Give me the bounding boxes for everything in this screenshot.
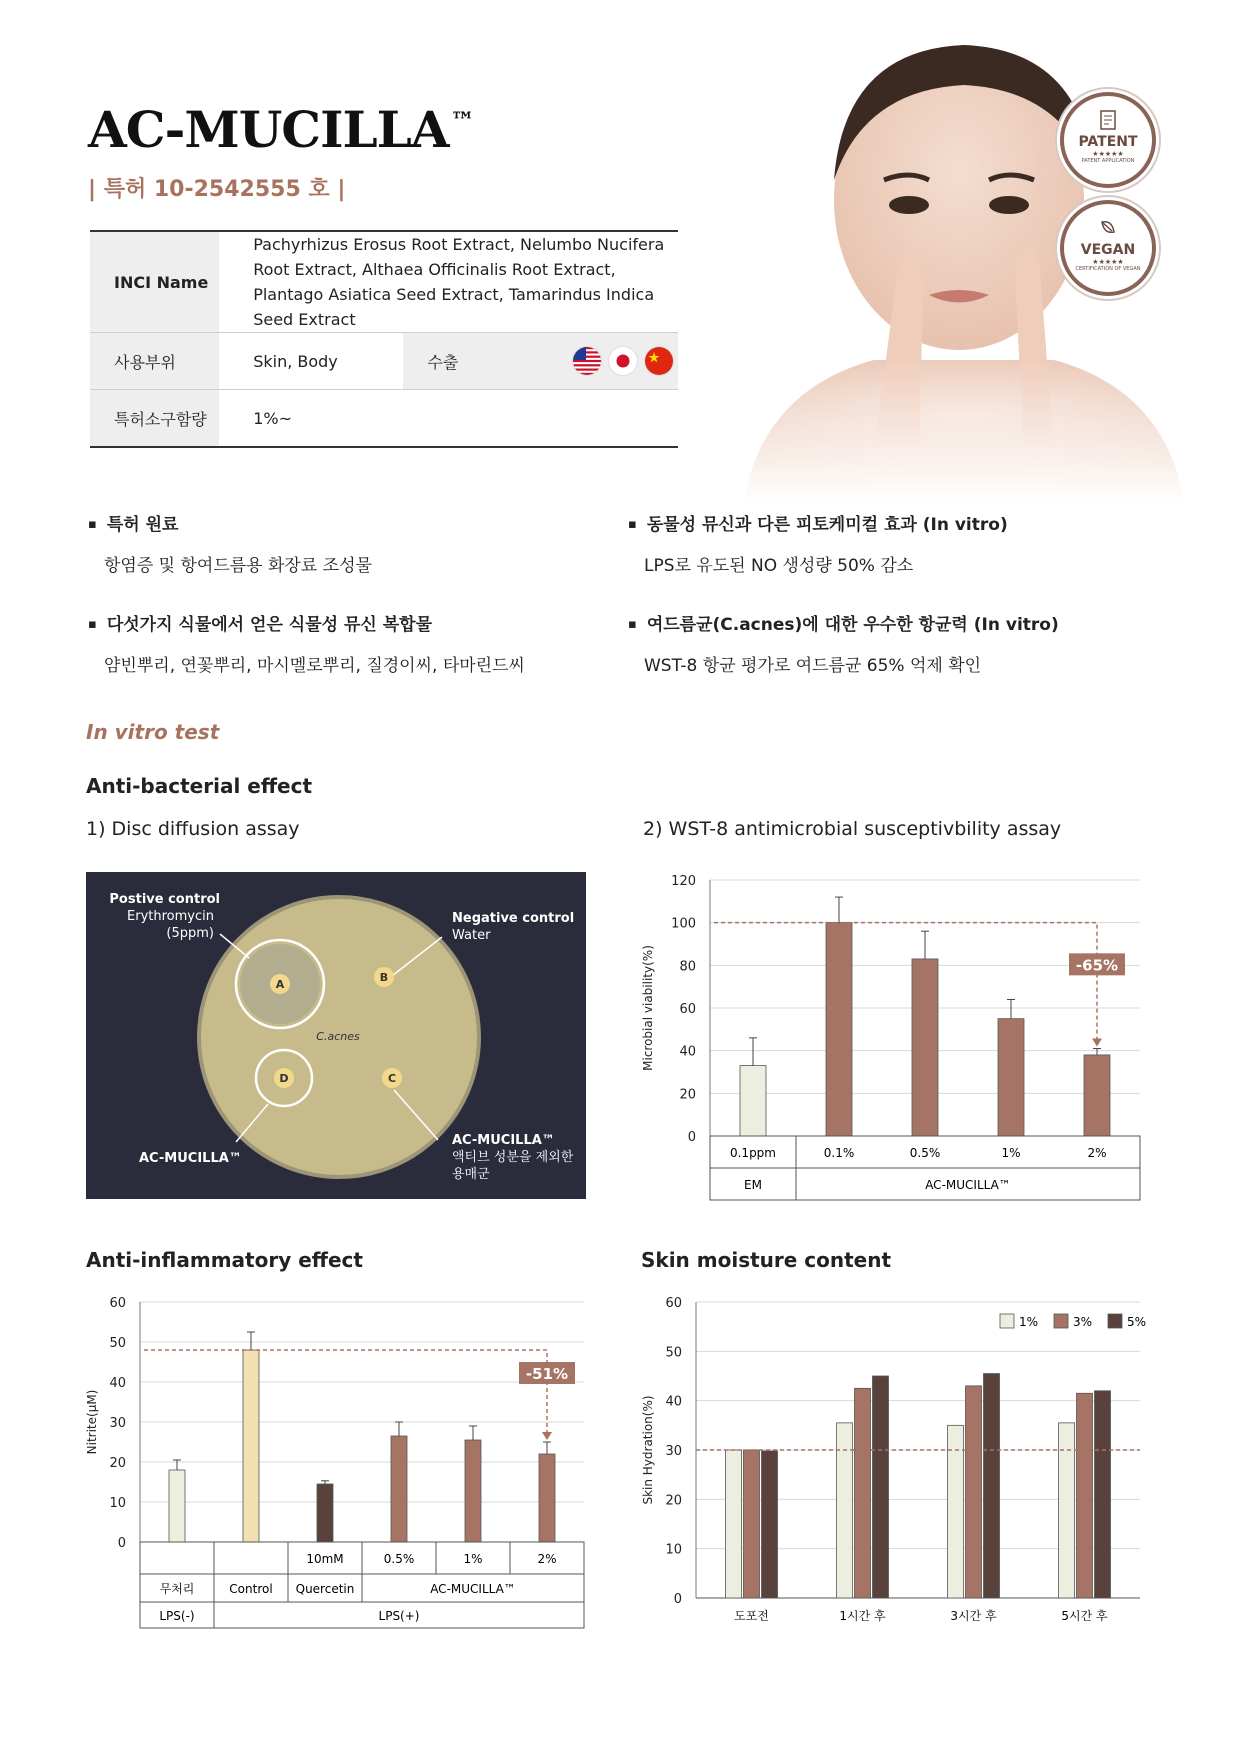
x-tick-label: 1시간 후 [839,1609,886,1623]
bar [744,1450,760,1598]
y-tick-label: 0 [673,1592,682,1607]
part-value: Skin, Body [219,333,403,390]
bar [539,1454,555,1542]
vegan-badge [1060,200,1156,296]
y-tick-label: 0 [117,1536,126,1551]
bar [1095,1391,1111,1598]
positive-control-drug: Erythromycin [127,909,214,924]
negative-control-value: Water [452,928,491,943]
feature-head: ▪ 동물성 뮤신과 다른 피토케미컬 효과 (In vitro) [628,510,1008,535]
bar [998,1019,1024,1136]
feature-mucin [88,610,525,676]
bar [948,1425,964,1598]
x-tick-label: 0.5% [909,1146,941,1160]
legend-label: 3% [1073,1315,1093,1329]
x-tick-label: 0.1ppm [729,1146,777,1160]
positive-control-dose: (5ppm) [166,926,214,941]
feature-sub: 항염증 및 항여드름용 화장료 조성물 [104,556,372,576]
petri-dish-image [86,872,586,1199]
legend-swatch [1054,1314,1068,1328]
china-flag-icon [644,346,674,376]
well-d [274,1068,294,1088]
part-label: 사용부위 [90,333,219,390]
well-c [382,1068,402,1088]
pct-label: 특허소구함량 [90,390,219,448]
moisture-heading: Skin moisture content [641,1248,892,1272]
group-label: EM [744,1178,762,1192]
group-label: LPS(+) [378,1609,420,1623]
group-label: AC-MUCILLA™ [925,1178,1011,1192]
export-flags [548,333,678,390]
well-a [270,974,290,994]
bar [855,1388,871,1598]
feature-patent [88,510,372,576]
y-tick-label: 80 [679,959,696,975]
y-tick-label: 0 [687,1130,696,1145]
bar [912,959,938,1136]
feature-head: ▪ 다섯가지 식물에서 얻은 식물성 뮤신 복합물 [88,610,525,635]
y-tick-label: 10 [665,1542,682,1558]
nitrite-chart-svg [84,1292,604,1632]
legend-swatch [1108,1314,1122,1328]
x-tick-label: 10mM [306,1552,344,1566]
organism-label: C.acnes [316,1030,360,1043]
bar [740,1066,766,1136]
trademark-symbol: ™ [450,106,474,135]
y-tick-label: 60 [665,1296,682,1311]
bar [1077,1393,1093,1598]
patent-badge-label: PATENT [1078,134,1138,150]
info-table [90,230,678,448]
patent-number: | 특허 10-2542555 호 | [88,177,346,202]
y-tick-label: 40 [109,1376,126,1391]
moisture-chart-svg [640,1292,1160,1632]
y-tick-label: 60 [679,1002,696,1017]
moisture-chart [640,1292,1160,1636]
vegan-badge-sub: CERTIFICATION OF VEGAN [1075,266,1141,272]
disc-heading: 1) Disc diffusion assay [86,818,300,840]
inci-value: Pachyrhizus Erosus Root Extract, Nelumbo Nucifera Root Extract, Althaea Officinalis Root Extract, Plantago Asiatica Seed Extract, Tamarindus Indica Seed Extract [253,235,665,329]
feature-sub: WST-8 항균 평가로 여드름균 65% 억제 확인 [644,656,982,676]
export-label: 수출 [403,333,548,390]
bar [966,1386,982,1598]
bar [465,1440,481,1542]
group-label: LPS(-) [159,1609,195,1623]
group-label: Control [229,1582,273,1596]
legend-label: 1% [1019,1315,1039,1329]
bar [1084,1055,1110,1136]
legend-swatch [1000,1314,1014,1328]
x-tick-label: 1% [1001,1146,1021,1160]
y-tick-label: 30 [109,1416,126,1431]
positive-control-label: Postive control [109,892,220,907]
group-label: AC-MUCILLA™ [430,1582,516,1596]
y-tick-label: 120 [671,874,696,889]
x-tick-label: 도포전 [734,1609,769,1623]
in-vitro-heading: In vitro test [86,720,220,744]
y-tick-label: 10 [109,1496,126,1511]
pct-value: 1%~ [219,390,678,448]
reduction-label: -51% [525,1365,569,1383]
x-tick-label: 0.1% [823,1146,855,1160]
well-b-label: B [379,971,389,984]
y-tick-label: 30 [665,1444,682,1459]
x-tick-label: 1% [463,1552,483,1566]
wst8-chart-svg [640,860,1160,1205]
bar [317,1484,333,1542]
patent-badge-sub: PATENT APPLICATION [1081,158,1135,164]
bar [873,1376,889,1598]
y-tick-label: 60 [109,1296,126,1311]
part-row [90,333,678,390]
legend-label: 5% [1127,1315,1147,1329]
y-tick-label: 50 [109,1336,126,1351]
feature-head: ▪ 여드름균(C.acnes)에 대한 우수한 항균력 (In vitro) [628,610,1059,635]
bar [984,1374,1000,1598]
well-b [374,967,394,987]
solvent-label-3: 용매군 [452,1167,490,1182]
patent-badge-stars: ★★★★★ [1092,150,1124,158]
well-d-label: D [279,1072,289,1085]
bar [1059,1423,1075,1598]
antibacterial-heading: Anti-bacterial effect [86,774,313,798]
product-title-text: AC-MUCILLA [88,100,449,159]
reduction-line [144,1350,547,1436]
x-tick-label: 5시간 후 [1061,1609,1108,1623]
bar [391,1436,407,1542]
reduction-line [714,923,1097,1043]
bar [726,1450,742,1598]
japan-flag-icon [608,346,638,376]
bar [837,1423,853,1598]
x-tick-label: 0.5% [383,1552,415,1566]
feature-phytochemical [628,510,1008,576]
y-tick-label: 100 [671,916,696,932]
inci-label: INCI Name [90,231,219,333]
x-tick-label: 3시간 후 [950,1609,997,1623]
group-label: 무처리 [159,1582,195,1596]
reduction-arrow [542,1432,552,1440]
bar [243,1350,259,1542]
x-tick-label: 2% [537,1552,557,1566]
patent-badge [1060,92,1156,188]
pct-row [90,390,678,448]
inci-row [90,231,678,333]
acm-label: AC-MUCILLA™ [139,1151,242,1166]
feature-head: ▪ 특허 원료 [88,510,372,535]
y-tick-label: 40 [665,1394,682,1410]
x-tick-label: 2% [1087,1146,1107,1160]
nitrite-chart [84,1292,604,1636]
document-icon [1064,110,1152,134]
wst-heading: 2) WST-8 antimicrobial susceptivbility assay [643,818,1062,840]
wst8-chart [640,860,1160,1209]
y-tick-label: 20 [109,1456,126,1471]
product-title [88,100,474,159]
feature-antibacterial [628,610,1059,676]
y-tick-label: 40 [679,1044,696,1060]
y-axis-label: Skin Hydration(%) [641,1395,655,1505]
y-axis-label: Microbial viability(%) [641,945,655,1071]
negative-control-label: Negative control [452,911,575,926]
bar [826,923,852,1136]
well-c-label: C [387,1072,397,1085]
vegan-badge-stars: ★★★★★ [1092,258,1124,266]
solvent-label-1: AC-MUCILLA™ [452,1133,555,1148]
us-flag-icon [572,346,602,376]
reduction-label: -65% [1075,956,1119,975]
solvent-label-2: 액티브 성분을 제외한 [452,1150,574,1165]
group-label: Quercetin [295,1582,355,1596]
bar [762,1451,778,1598]
y-tick-label: 20 [665,1493,682,1509]
reduction-arrow [1092,1039,1102,1047]
y-tick-label: 50 [665,1345,682,1361]
bar [169,1470,185,1542]
vegan-badge-label: VEGAN [1080,242,1136,258]
feature-sub: LPS로 유도된 NO 생성량 50% 감소 [644,556,914,576]
y-tick-label: 20 [679,1087,696,1103]
y-axis-label: Nitrite(μM) [85,1389,99,1455]
leaf-icon [1064,218,1152,242]
feature-sub: 얌빈뿌리, 연꽃뿌리, 마시멜로뿌리, 질경이씨, 타마린드씨 [104,656,525,676]
antiinflammatory-heading: Anti-inflammatory effect [86,1248,363,1272]
well-a-label: A [275,978,285,991]
